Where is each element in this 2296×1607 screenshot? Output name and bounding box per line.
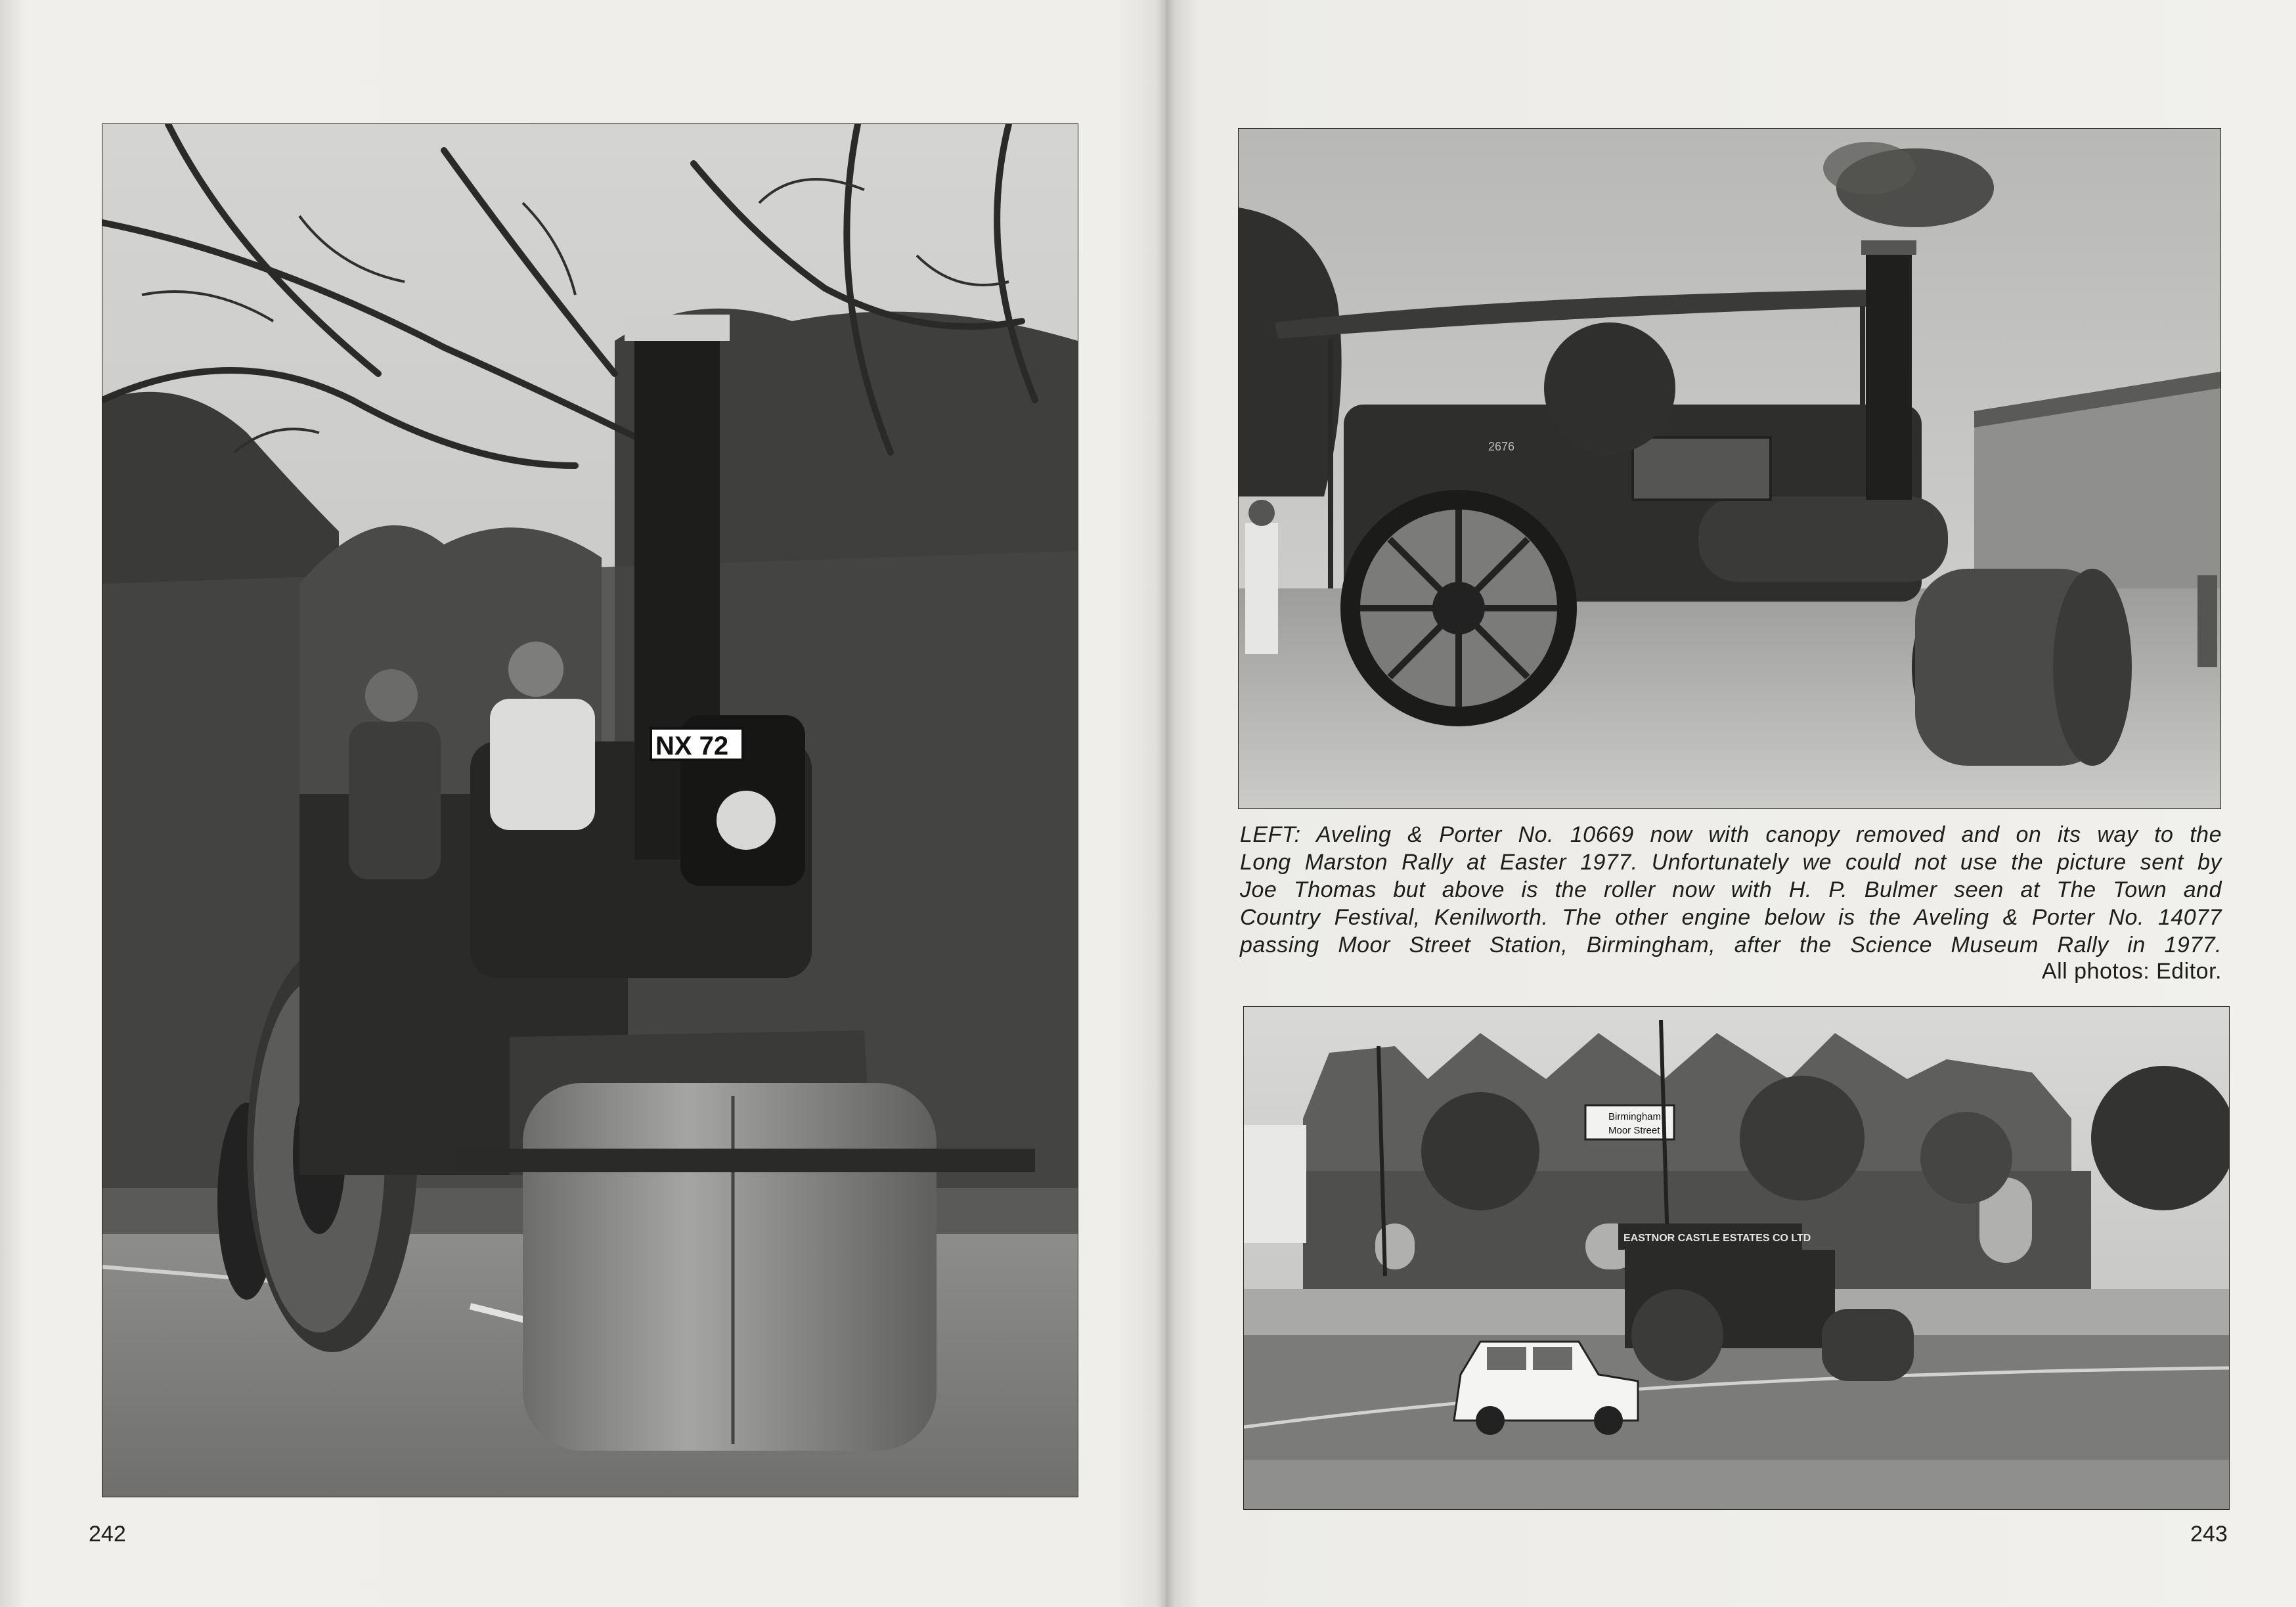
top-photo-plate: 2676 [1488, 440, 1515, 453]
caption-line: Long Marston Rally at Easter 1977. Unfortunately we could not use the picture sent by [1240, 850, 2222, 875]
photo-caption [1240, 821, 2222, 959]
canopy-roller-field-photo [1238, 128, 2221, 809]
page-number-left: 242 [89, 1522, 126, 1547]
station-sign-line1: Birmingham [1608, 1111, 1662, 1122]
number-plate-text: NX 72 [655, 732, 729, 760]
photo-credit: All photos: Editor. [2041, 959, 2222, 984]
caption-line: Country Festival, Kenilworth. The other engine below is the Aveling & Porter No. 14077 [1240, 905, 2222, 930]
book-spine-shadow [1156, 0, 1176, 1607]
page-number-right: 243 [2190, 1522, 2228, 1547]
caption-line: Joe Thomas but above is the roller now with H. P. Bulmer seen at The Town and [1240, 877, 2222, 902]
steam-roller-road-photo [102, 123, 1078, 1497]
caption-line: LEFT: Aveling & Porter No. 10669 now with canopy removed and on its way to the [1240, 822, 2222, 847]
station-sign-line2: Moor Street [1608, 1125, 1660, 1136]
engine-board-text: EASTNOR CASTLE ESTATES CO LTD [1623, 1233, 1811, 1244]
moor-street-station-photo [1243, 1006, 2230, 1510]
caption-line: passing Moor Street Station, Birmingham, after the Science Museum Rally in 1977. [1240, 933, 2222, 958]
